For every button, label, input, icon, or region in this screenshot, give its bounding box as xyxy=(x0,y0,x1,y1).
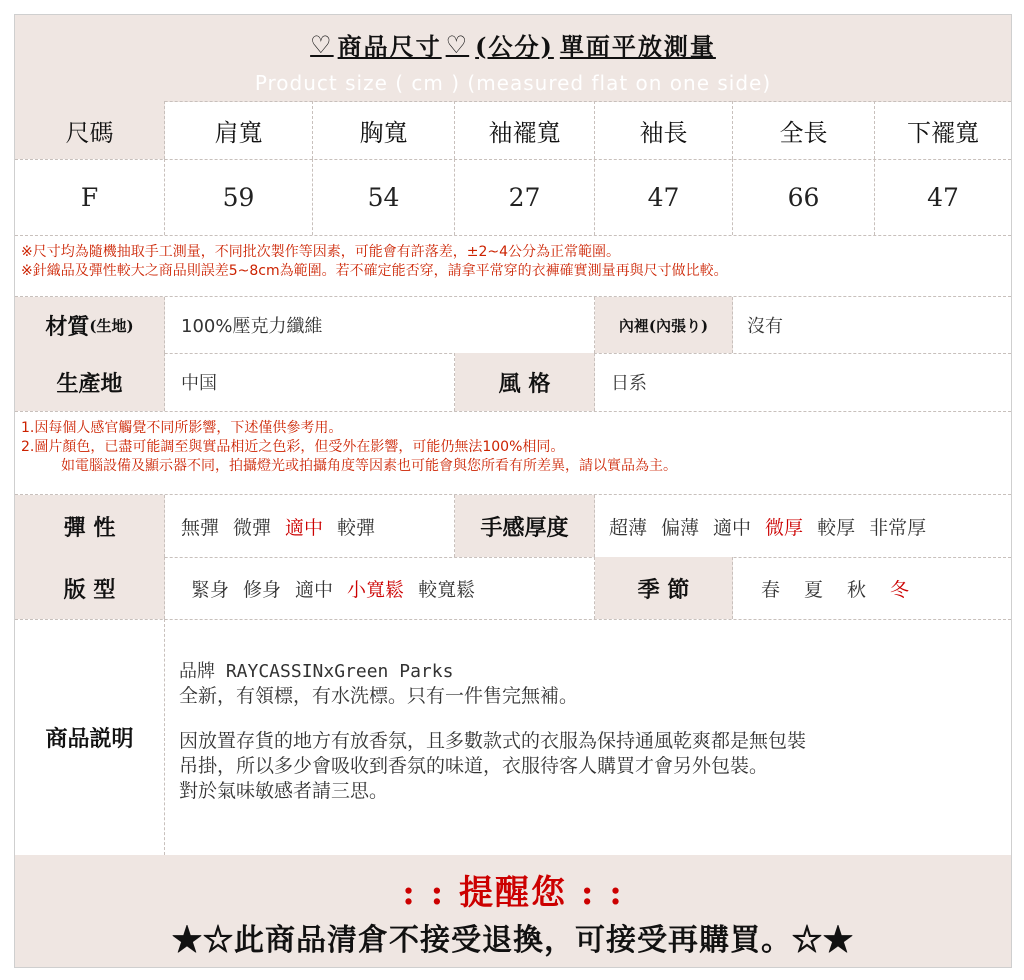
material-value: 100%壓克力纖維 xyxy=(181,316,323,337)
elasticity-label-cell xyxy=(15,495,165,557)
season-label: 季 節 xyxy=(637,576,690,603)
elasticity-option: 無彈 xyxy=(181,516,220,539)
elasticity-label: 彈 性 xyxy=(63,514,116,541)
size-value-row xyxy=(15,159,1011,236)
title-heart-left: ♡ xyxy=(310,29,334,59)
title-unit: (公分) xyxy=(475,31,554,61)
size-value-cell xyxy=(733,159,875,235)
lining-label-cell xyxy=(595,297,733,353)
origin-value-cell xyxy=(165,353,455,411)
style-value-cell xyxy=(595,353,1011,411)
size-value-cell xyxy=(595,159,733,235)
fit-row xyxy=(15,557,1011,620)
size-note: ※針織品及彈性較大之商品則誤差5~8cm為範圍。若不確定能否穿，請拿平常穿的衣褲確實測量再與尺寸做比較。 xyxy=(21,263,728,279)
origin-label-cell xyxy=(15,353,165,411)
elasticity-option-selected: 適中 xyxy=(285,516,324,539)
style-value: 日系 xyxy=(611,373,647,394)
reminder-text-line xyxy=(15,915,1011,959)
description-label-cell xyxy=(15,619,165,855)
fit-label-cell xyxy=(15,557,165,619)
thickness-label: 手感厚度 xyxy=(480,514,569,541)
color-note: 2.圖片顏色，已盡可能調至與實品相近之色彩，但受外在影響，可能仍無法100%相同。 xyxy=(21,439,565,455)
reminder-title: : : 提醒您 : : xyxy=(402,872,624,913)
size-header-cell xyxy=(733,101,875,159)
size-header-cell xyxy=(455,101,595,159)
size-header-label: 全長 xyxy=(779,118,828,147)
size-header-cell xyxy=(15,101,165,159)
fit-option: 適中 xyxy=(295,578,334,601)
material-label-cell xyxy=(15,297,165,353)
description-body xyxy=(165,619,1011,855)
reminder-band xyxy=(15,855,1011,967)
title-line xyxy=(15,27,1011,61)
size-value: 59 xyxy=(222,182,255,212)
size-value-cell xyxy=(15,159,165,235)
size-header-row xyxy=(15,101,1011,160)
size-header-label: 袖長 xyxy=(639,118,688,147)
description-fragrance-1: 因放置存貨的地方有放香氛，且多數款式的衣服為保持通風乾爽都是無包裝 xyxy=(179,730,807,752)
material-label: 材質 xyxy=(45,313,90,340)
elasticity-options xyxy=(165,495,455,557)
size-notes xyxy=(15,235,1011,297)
description-condition: 全新，有領標，有水洗標。只有一件售完無補。 xyxy=(179,685,579,707)
page-title: 商品尺寸 xyxy=(337,31,442,61)
style-label-cell xyxy=(455,353,595,411)
description-warning: 對於氣味敏感者請三思。 xyxy=(179,780,389,802)
origin-label: 生產地 xyxy=(56,370,123,397)
lining-label: 內裡(內張り) xyxy=(618,316,709,335)
size-header-cell xyxy=(165,101,313,159)
elasticity-option: 較彈 xyxy=(337,516,376,539)
page-subtitle: Product size ( cm ) (measured flat on one side) xyxy=(254,71,772,95)
color-notes xyxy=(15,411,1011,495)
fit-option: 修身 xyxy=(243,578,282,601)
size-header-cell xyxy=(313,101,455,159)
thickness-option-selected: 微厚 xyxy=(765,516,804,539)
origin-row xyxy=(15,353,1011,412)
size-header-label: 肩寬 xyxy=(214,118,263,147)
size-value-cell xyxy=(165,159,313,235)
material-value-cell xyxy=(165,297,595,353)
size-value-cell xyxy=(455,159,595,235)
size-value: F xyxy=(80,182,99,212)
description-fragrance-2: 吊掛，所以多少會吸收到香氛的味道，衣服待客人購買才會另外包裝。 xyxy=(179,755,769,777)
thickness-options xyxy=(595,495,1011,557)
reminder-text: ★☆此商品清倉不接受退換，可接受再購買。☆★ xyxy=(172,923,854,958)
title-unit-note: 單面平放測量 xyxy=(559,31,716,61)
fit-option: 緊身 xyxy=(191,578,230,601)
title-heart-right: ♡ xyxy=(445,29,470,59)
fit-label: 版 型 xyxy=(63,576,116,603)
fit-options xyxy=(165,557,595,619)
title-band xyxy=(15,15,1011,102)
size-header-label: 袖襬寬 xyxy=(488,118,561,147)
description-row xyxy=(15,619,1011,856)
material-row xyxy=(15,297,1011,354)
size-value: 66 xyxy=(787,182,820,212)
thickness-option: 適中 xyxy=(713,516,752,539)
size-value: 47 xyxy=(927,182,959,212)
description-brand: 品牌 RAYCASSINxGreen Parks xyxy=(179,661,454,682)
size-header-cell xyxy=(875,101,1011,159)
lining-value-cell xyxy=(733,297,1011,353)
size-header-cell xyxy=(595,101,733,159)
size-header-label: 尺碼 xyxy=(65,118,114,147)
description-label: 商品説明 xyxy=(45,725,134,752)
season-label-cell xyxy=(595,557,733,619)
color-note: 如電腦設備及顯示器不同，拍攝燈光或拍攝角度等因素也可能會與您所看有所差異，請以實品為主。 xyxy=(61,458,677,474)
season-option: 夏 xyxy=(804,578,824,601)
season-option: 春 xyxy=(761,578,781,601)
season-option-selected: 冬 xyxy=(890,578,910,601)
material-label-small: (生地) xyxy=(89,316,134,335)
season-option: 秋 xyxy=(847,578,867,601)
size-value-cell xyxy=(313,159,455,235)
size-value: 27 xyxy=(508,182,541,212)
fit-option: 較寬鬆 xyxy=(418,578,476,601)
reminder-title-line xyxy=(15,867,1011,911)
origin-value: 中国 xyxy=(181,373,217,394)
size-header-label: 胸寬 xyxy=(359,118,408,147)
elasticity-row xyxy=(15,495,1011,558)
fit-option-selected: 小寬鬆 xyxy=(347,578,405,601)
product-info-sheet xyxy=(14,14,1012,968)
thickness-label-cell xyxy=(455,495,595,557)
thickness-option: 超薄 xyxy=(609,516,648,539)
season-options xyxy=(733,557,1011,619)
style-label: 風 格 xyxy=(498,370,551,397)
thickness-option: 偏薄 xyxy=(661,516,700,539)
size-value: 54 xyxy=(367,182,400,212)
elasticity-option: 微彈 xyxy=(233,516,272,539)
size-header-label: 下襬寬 xyxy=(907,118,979,147)
thickness-option: 非常厚 xyxy=(869,516,927,539)
size-note: ※尺寸均為隨機抽取手工測量，不同批次製作等因素，可能會有許落差，±2~4公分為正常範圍。 xyxy=(21,244,621,260)
size-value-cell xyxy=(875,159,1011,235)
lining-value: 沒有 xyxy=(747,316,783,337)
subtitle-line xyxy=(15,69,1011,97)
color-note: 1.因每個人感官觸覺不同所影響，下述僅供參考用。 xyxy=(21,420,343,436)
thickness-option: 較厚 xyxy=(817,516,856,539)
size-value: 47 xyxy=(647,182,680,212)
